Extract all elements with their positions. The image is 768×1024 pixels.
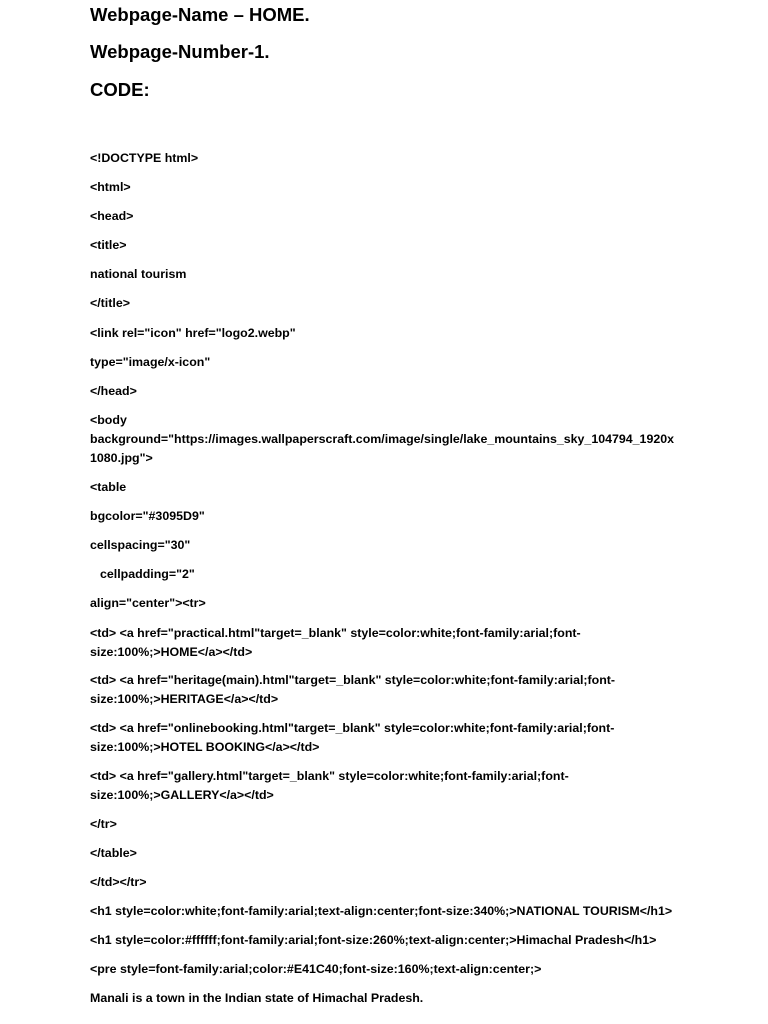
code-line: <head> [90, 209, 134, 223]
code-line: <h1 style=color:#ffffff;font-family:arial;font-size:260%;text-align:center;>Himachal Pradesh</h1> [90, 933, 657, 947]
code-line: <td> <a href="practical.html"target=_blank" style=color:white;font-family:arial;font- [90, 626, 581, 640]
code-line: </title> [90, 296, 130, 310]
code-line: </head> [90, 384, 137, 398]
code-line: <body [90, 413, 127, 427]
code-line: Manali is a town in the Indian state of Himachal Pradesh. [90, 991, 424, 1005]
code-line: <td> <a href="gallery.html"target=_blank" style=color:white;font-family:arial;font- [90, 769, 569, 783]
code-line: background="https://images.wallpaperscraft.com/image/single/lake_mountains_sky_104794_1920x [90, 432, 675, 446]
code-line: type="image/x-icon" [90, 355, 211, 369]
code-line: <html> [90, 180, 131, 194]
code-line: size:100%;>HOTEL BOOKING</a></td> [90, 740, 320, 754]
code-line: size:100%;>GALLERY</a></td> [90, 788, 274, 802]
code-line: <title> [90, 238, 127, 252]
code-line: cellspacing="30" [90, 538, 191, 552]
code-line: </td></tr> [90, 875, 147, 889]
code-line: <h1 style=color:white;font-family:arial;text-align:center;font-size:340%;>NATIONAL TOURISM</h1> [90, 904, 673, 918]
code-line: size:100%;>HOME</a></td> [90, 645, 253, 659]
code-line: cellpadding="2" [100, 567, 195, 581]
code-line: <td> <a href="onlinebooking.html"target=_blank" style=color:white;font-family:arial;font- [90, 721, 615, 735]
code-line: </tr> [90, 817, 117, 831]
code-line: <link rel="icon" href="logo2.webp" [90, 326, 296, 340]
code-line: </table> [90, 846, 137, 860]
code-line: national tourism [90, 267, 187, 281]
code-line: size:100%;>HERITAGE</a></td> [90, 692, 279, 706]
code-line: 1080.jpg"> [90, 451, 153, 465]
webpage-name-heading: Webpage-Name – HOME. [90, 4, 310, 25]
code-line: <!DOCTYPE html> [90, 151, 199, 165]
code-line: align="center"><tr> [90, 596, 206, 610]
code-label-heading: CODE: [90, 79, 150, 100]
code-line: bgcolor="#3095D9" [90, 509, 205, 523]
code-line: <pre style=font-family:arial;color:#E41C40;font-size:160%;text-align:center;> [90, 962, 542, 976]
code-line: <table [90, 480, 127, 494]
webpage-number-heading: Webpage-Number-1. [90, 41, 270, 62]
code-line: <td> <a href="heritage(main).html"target=_blank" style=color:white;font-family:arial;font- [90, 673, 616, 687]
